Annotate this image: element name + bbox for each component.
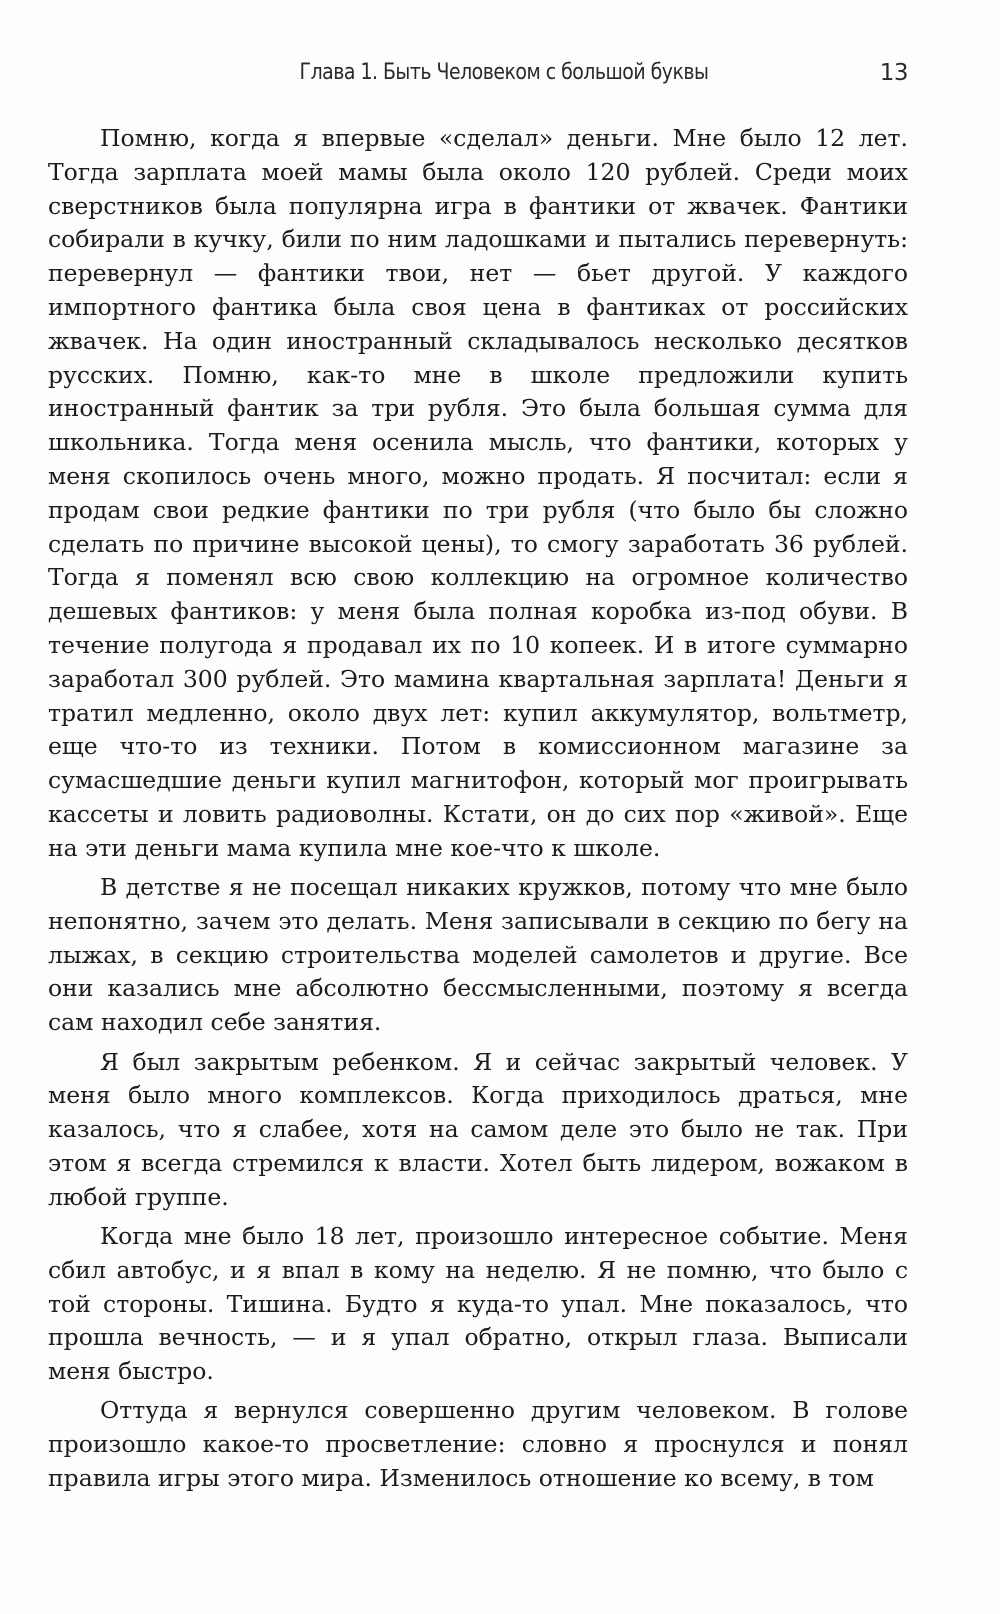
paragraph: Оттуда я вернулся совершенно другим человеком. В голове произошло какое-то просветление: словно я проснулся и понял правила игры этого мира. Изменилось отношение ко всему, в том	[48, 1396, 908, 1493]
paragraph: В детстве я не посещал никаких кружков, потому что мне было непонятно, зачем это делать. Меня записывали в секцию по бегу на лыжах, в секцию строительства моделей самолетов и другие. Все они казались мне абсолютно бессмысленными, поэтому я всегда сам находил себе занятия.	[48, 873, 908, 1037]
paragraph: Я был закрытым ребенком. Я и сейчас закрытый человек. У меня было много комплексов. Когда приходилось драться, мне казалось, что я слабее, хотя на самом деле это было не так. При этом я всегда стремился к власти. Хотел быть лидером, вожаком в любой группе.	[48, 1047, 908, 1211]
paragraph: Помню, когда я впервые «сделал» деньги. Мне было 12 лет. Тогда зарплата моей мамы была около 120 рублей. Среди моих сверстников была популярна игра в фантики от жвачек. Фантики собирали в кучку, били по ним ладошками и пытались перевернуть: перевернул — фантики твои, нет — бьет другой. У каждого импортного фантика была своя цена в фантиках от российских жвачек. На один иностранный складывалось несколько десятков русских. Помню, как-то мне в школе предложили купить иностранный фантик за три рубля. Это была большая сумма для школьника. Тогда меня осенила мысль, что фантики, которых у меня скопилось очень много, можно продать. Я посчитал: если я продам свои редкие фантики по три рубля (что было бы сложно сделать по причине высокой цены), то смогу заработать 36 рублей. Тогда я поменял всю свою коллекцию на огромное количество дешевых фантиков: у меня была полная коробка из-под обуви. В течение полугода я продавал их по 10 копеек. И в итоге суммарно заработал 300 рублей. Это мамина квартальная зарплата! Деньги я тратил медленно, около двух лет: купил аккумулятор, вольтметр, еще что-то из техники. Потом в комиссионном магазине за сумасшедшие деньги купил магнитофон, который мог проигрывать кассеты и ловить радиоволны. Кстати, он до сих пор «живой». Еще на эти деньги мама купила мне кое-что к школе.	[48, 124, 908, 862]
body-text	[48, 122, 908, 1501]
chapter-title: Глава 1. Быть Человеком с большой буквы	[299, 60, 709, 85]
running-head	[100, 60, 908, 100]
page-number: 13	[879, 60, 908, 86]
paragraph: Когда мне было 18 лет, произошло интересное событие. Меня сбил автобус, и я впал в кому на неделю. Я не помню, что было с той стороны. Тишина. Будто я куда-то упал. Мне показалось, что прошла вечность, — и я упал обратно, открыл глаза. Выписали меня быстро.	[48, 1222, 908, 1386]
